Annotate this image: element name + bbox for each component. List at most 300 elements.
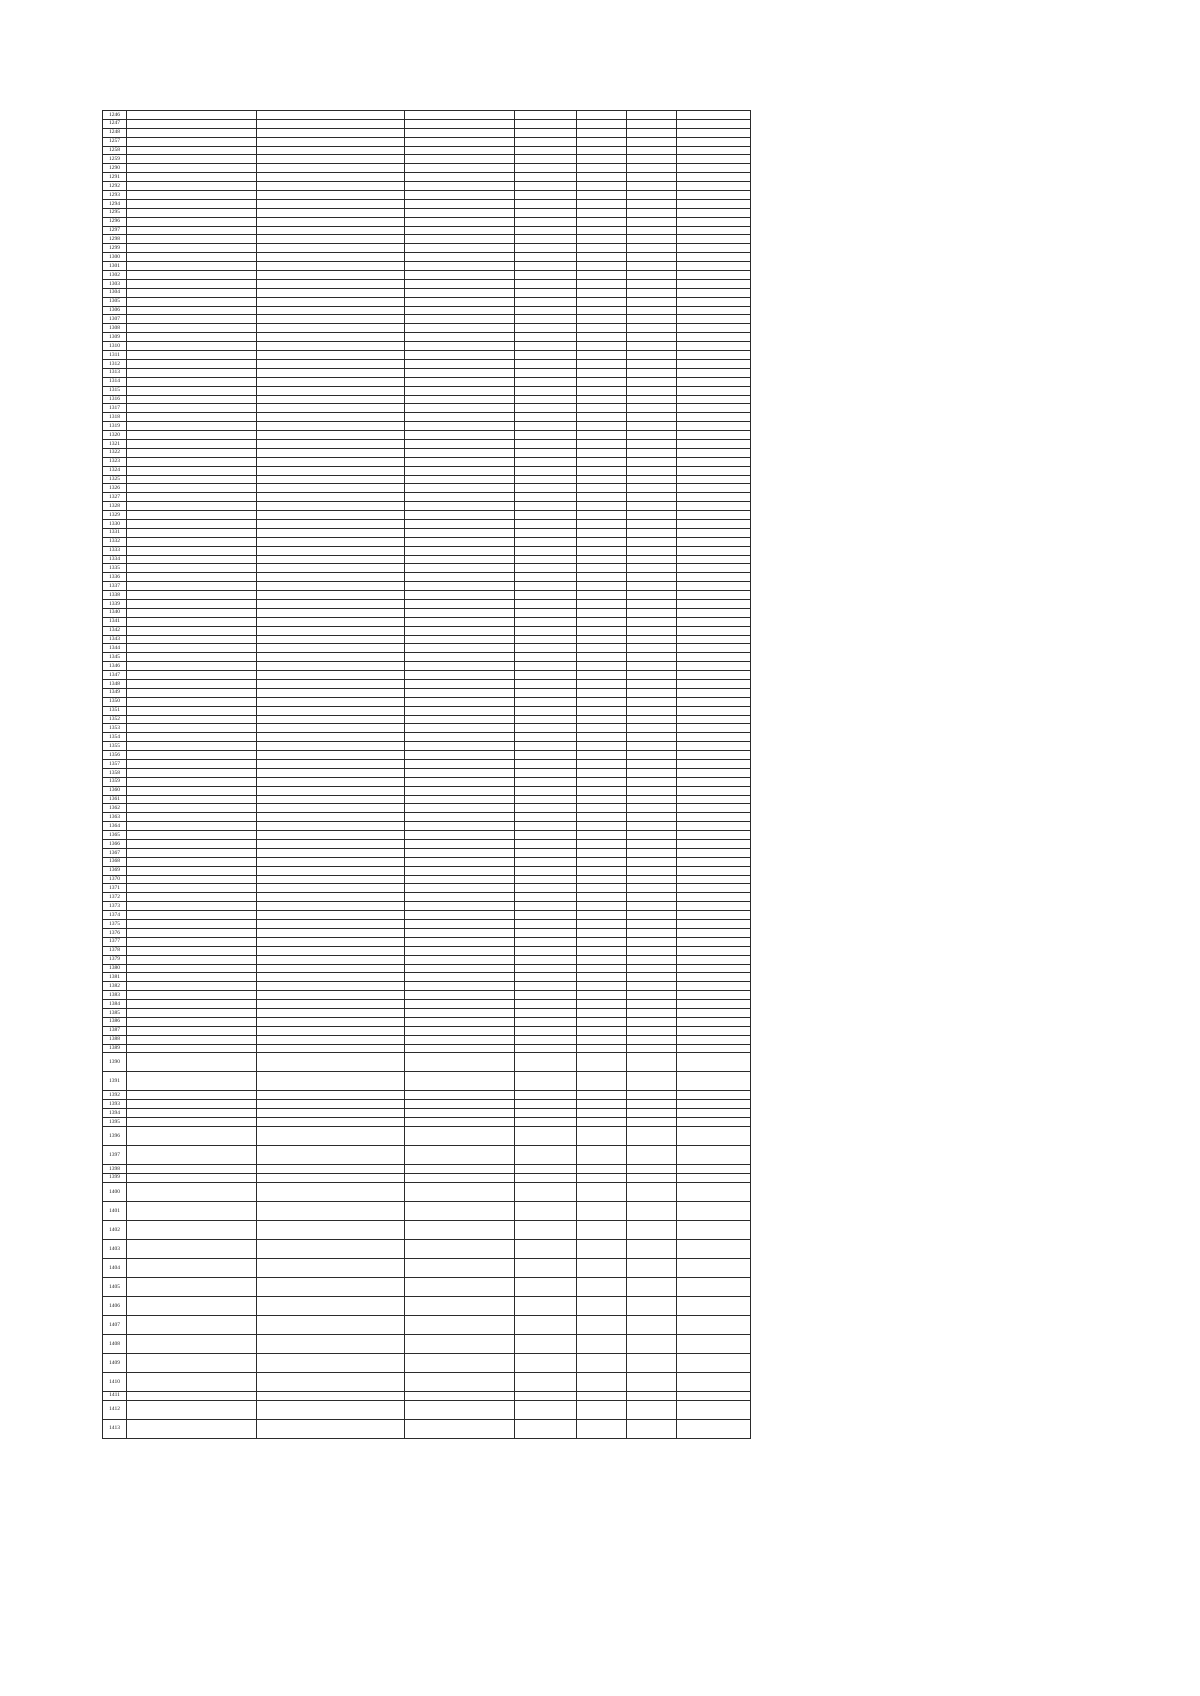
table-cell-lon	[627, 1258, 677, 1277]
table-cell-settlement	[257, 173, 405, 182]
table-cell-street	[405, 804, 515, 813]
table-cell-settlement	[257, 466, 405, 475]
table-cell-count	[677, 439, 751, 448]
table-cell-district	[127, 226, 257, 235]
table-cell-lon	[627, 715, 677, 724]
table-cell-street	[405, 706, 515, 715]
table-cell-settlement	[257, 564, 405, 573]
table-cell-settlement	[257, 111, 405, 120]
table-cell-settlement	[257, 982, 405, 991]
table-cell-count	[677, 235, 751, 244]
table-cell-district	[127, 1277, 257, 1296]
table-cell-lon	[627, 760, 677, 769]
table-cell-count	[677, 306, 751, 315]
table-cell-lat	[577, 528, 627, 537]
table-cell-street	[405, 1017, 515, 1026]
table-cell-district	[127, 395, 257, 404]
table-cell-settlement	[257, 546, 405, 555]
table-cell-count	[677, 626, 751, 635]
table-cell-settlement	[257, 1044, 405, 1053]
table-cell-district	[127, 199, 257, 208]
table-cell-lon	[627, 119, 677, 128]
table-cell-lon	[627, 475, 677, 484]
table-cell-district	[127, 208, 257, 217]
table-cell-street	[405, 982, 515, 991]
table-cell-house	[515, 155, 577, 164]
table-cell-district	[127, 1118, 257, 1127]
table-cell-settlement	[257, 599, 405, 608]
table-cell-#: 1411	[103, 1391, 127, 1400]
table-cell-#: 1336	[103, 573, 127, 582]
table-row	[103, 333, 751, 342]
table-cell-house	[515, 1000, 577, 1009]
table-cell-house	[515, 519, 577, 528]
table-cell-district	[127, 733, 257, 742]
table-cell-lon	[627, 1220, 677, 1239]
table-cell-count	[677, 244, 751, 253]
table-cell-count	[677, 786, 751, 795]
table-cell-#: 1412	[103, 1400, 127, 1419]
table-row	[103, 671, 751, 680]
table-row	[103, 644, 751, 653]
table-cell-#: 1408	[103, 1334, 127, 1353]
table-cell-settlement	[257, 1126, 405, 1145]
table-cell-district	[127, 439, 257, 448]
table-cell-lon	[627, 902, 677, 911]
table-cell-street	[405, 297, 515, 306]
table-cell-house	[515, 342, 577, 351]
table-cell-#: 1296	[103, 217, 127, 226]
table-cell-district	[127, 937, 257, 946]
table-cell-house	[515, 511, 577, 520]
table-cell-count	[677, 1091, 751, 1100]
table-cell-street	[405, 875, 515, 884]
table-cell-settlement	[257, 1400, 405, 1419]
table-cell-lat	[577, 1026, 627, 1035]
table-cell-#: 1367	[103, 848, 127, 857]
table-row	[103, 991, 751, 1000]
table-cell-#: 1351	[103, 706, 127, 715]
table-cell-house	[515, 955, 577, 964]
table-cell-street	[405, 359, 515, 368]
table-cell-settlement	[257, 973, 405, 982]
table-cell-settlement	[257, 244, 405, 253]
table-cell-settlement	[257, 262, 405, 271]
table-cell-lon	[627, 920, 677, 929]
table-cell-street	[405, 511, 515, 520]
table-cell-#: 1355	[103, 742, 127, 751]
table-cell-#: 1407	[103, 1315, 127, 1334]
table-cell-lat	[577, 1315, 627, 1334]
table-cell-district	[127, 466, 257, 475]
table-cell-district	[127, 1201, 257, 1220]
table-cell-lat	[577, 671, 627, 680]
table-cell-district	[127, 982, 257, 991]
table-cell-street	[405, 582, 515, 591]
table-cell-district	[127, 760, 257, 769]
table-cell-lat	[577, 306, 627, 315]
table-cell-street	[405, 493, 515, 502]
table-cell-house	[515, 1173, 577, 1182]
table-cell-house	[515, 697, 577, 706]
table-cell-district	[127, 555, 257, 564]
table-cell-district	[127, 253, 257, 262]
table-cell-lat	[577, 235, 627, 244]
table-cell-street	[405, 680, 515, 689]
table-cell-street	[405, 1091, 515, 1100]
table-cell-district	[127, 457, 257, 466]
table-cell-district	[127, 1145, 257, 1164]
table-cell-#: 1291	[103, 173, 127, 182]
table-cell-lon	[627, 1026, 677, 1035]
table-cell-street	[405, 422, 515, 431]
table-cell-count	[677, 377, 751, 386]
table-cell-settlement	[257, 342, 405, 351]
table-cell-lon	[627, 706, 677, 715]
table-cell-street	[405, 973, 515, 982]
table-cell-lon	[627, 404, 677, 413]
table-cell-lat	[577, 404, 627, 413]
table-cell-settlement	[257, 128, 405, 137]
table-cell-house	[515, 475, 577, 484]
table-cell-district	[127, 448, 257, 457]
table-cell-count	[677, 546, 751, 555]
table-row	[103, 1035, 751, 1044]
table-cell-house	[515, 857, 577, 866]
table-row	[103, 413, 751, 422]
table-cell-count	[677, 635, 751, 644]
table-cell-#: 1400	[103, 1182, 127, 1201]
table-cell-house	[515, 235, 577, 244]
table-cell-lat	[577, 742, 627, 751]
table-row	[103, 191, 751, 200]
table-cell-settlement	[257, 1017, 405, 1026]
table-cell-lon	[627, 324, 677, 333]
table-cell-street	[405, 208, 515, 217]
table-cell-house	[515, 902, 577, 911]
table-row	[103, 840, 751, 849]
table-cell-count	[677, 431, 751, 440]
table-cell-district	[127, 404, 257, 413]
table-cell-lon	[627, 973, 677, 982]
table-cell-settlement	[257, 439, 405, 448]
table-row	[103, 431, 751, 440]
table-cell-lon	[627, 991, 677, 1000]
table-cell-count	[677, 1164, 751, 1173]
table-cell-district	[127, 537, 257, 546]
table-row	[103, 404, 751, 413]
table-cell-count	[677, 173, 751, 182]
table-cell-street	[405, 182, 515, 191]
table-cell-lon	[627, 1372, 677, 1391]
table-cell-#: 1319	[103, 422, 127, 431]
table-cell-count	[677, 1072, 751, 1091]
table-cell-street	[405, 715, 515, 724]
table-cell-district	[127, 1419, 257, 1438]
table-cell-lat	[577, 1053, 627, 1072]
table-cell-#: 1317	[103, 404, 127, 413]
table-cell-street	[405, 173, 515, 182]
table-cell-lat	[577, 955, 627, 964]
table-cell-street	[405, 848, 515, 857]
table-cell-house	[515, 493, 577, 502]
table-cell-lon	[627, 795, 677, 804]
table-cell-lat	[577, 1072, 627, 1091]
table-cell-house	[515, 199, 577, 208]
table-cell-street	[405, 111, 515, 120]
table-row	[103, 831, 751, 840]
table-row	[103, 1053, 751, 1072]
table-cell-street	[405, 1053, 515, 1072]
table-cell-district	[127, 1053, 257, 1072]
table-cell-house	[515, 528, 577, 537]
table-cell-district	[127, 342, 257, 351]
table-cell-count	[677, 351, 751, 360]
table-cell-#: 1294	[103, 199, 127, 208]
table-cell-street	[405, 1026, 515, 1035]
table-cell-#: 1258	[103, 146, 127, 155]
table-cell-settlement	[257, 813, 405, 822]
table-row	[103, 964, 751, 973]
table-cell-street	[405, 404, 515, 413]
table-row	[103, 519, 751, 528]
table-cell-count	[677, 333, 751, 342]
table-row	[103, 502, 751, 511]
table-cell-district	[127, 119, 257, 128]
table-cell-lat	[577, 573, 627, 582]
table-row	[103, 946, 751, 955]
table-row	[103, 786, 751, 795]
table-cell-lon	[627, 1391, 677, 1400]
table-cell-lon	[627, 351, 677, 360]
table-cell-count	[677, 991, 751, 1000]
table-cell-lon	[627, 413, 677, 422]
table-cell-#: 1315	[103, 386, 127, 395]
table-cell-count	[677, 760, 751, 769]
table-cell-street	[405, 644, 515, 653]
table-cell-lat	[577, 831, 627, 840]
table-cell-lat	[577, 208, 627, 217]
table-cell-lon	[627, 857, 677, 866]
table-cell-settlement	[257, 848, 405, 857]
table-cell-lat	[577, 1419, 627, 1438]
table-cell-lon	[627, 635, 677, 644]
table-cell-street	[405, 768, 515, 777]
table-cell-street	[405, 626, 515, 635]
table-cell-district	[127, 137, 257, 146]
table-row	[103, 795, 751, 804]
table-cell-count	[677, 1372, 751, 1391]
table-cell-house	[515, 866, 577, 875]
table-row	[103, 271, 751, 280]
table-cell-street	[405, 377, 515, 386]
table-cell-house	[515, 1372, 577, 1391]
table-cell-district	[127, 315, 257, 324]
table-cell-lon	[627, 617, 677, 626]
table-cell-settlement	[257, 1053, 405, 1072]
table-cell-district	[127, 884, 257, 893]
table-cell-house	[515, 448, 577, 457]
table-cell-lat	[577, 697, 627, 706]
table-cell-settlement	[257, 840, 405, 849]
table-cell-district	[127, 813, 257, 822]
table-cell-house	[515, 439, 577, 448]
table-cell-lat	[577, 493, 627, 502]
table-cell-lon	[627, 928, 677, 937]
table-cell-settlement	[257, 413, 405, 422]
table-cell-district	[127, 1035, 257, 1044]
table-cell-district	[127, 1026, 257, 1035]
table-cell-lon	[627, 431, 677, 440]
table-cell-house	[515, 466, 577, 475]
table-cell-settlement	[257, 448, 405, 457]
table-cell-count	[677, 279, 751, 288]
table-cell-district	[127, 493, 257, 502]
table-cell-count	[677, 359, 751, 368]
table-cell-#: 1308	[103, 324, 127, 333]
table-cell-district	[127, 928, 257, 937]
table-cell-street	[405, 226, 515, 235]
table-cell-count	[677, 528, 751, 537]
table-cell-settlement	[257, 1164, 405, 1173]
table-cell-street	[405, 1145, 515, 1164]
table-cell-settlement	[257, 857, 405, 866]
table-cell-lat	[577, 760, 627, 769]
table-cell-house	[515, 1391, 577, 1400]
table-cell-count	[677, 502, 751, 511]
table-cell-lat	[577, 484, 627, 493]
table-cell-lon	[627, 359, 677, 368]
table-cell-house	[515, 964, 577, 973]
table-cell-settlement	[257, 528, 405, 537]
table-row	[103, 1201, 751, 1220]
table-cell-#: 1383	[103, 991, 127, 1000]
table-cell-street	[405, 653, 515, 662]
table-cell-count	[677, 982, 751, 991]
table-row	[103, 395, 751, 404]
table-cell-settlement	[257, 1258, 405, 1277]
table-cell-count	[677, 644, 751, 653]
table-cell-#: 1326	[103, 484, 127, 493]
table-cell-settlement	[257, 751, 405, 760]
table-cell-lat	[577, 377, 627, 386]
table-cell-lat	[577, 795, 627, 804]
table-cell-settlement	[257, 1145, 405, 1164]
table-row	[103, 119, 751, 128]
table-cell-lat	[577, 591, 627, 600]
table-cell-settlement	[257, 333, 405, 342]
table-cell-house	[515, 848, 577, 857]
table-cell-settlement	[257, 573, 405, 582]
table-cell-lat	[577, 706, 627, 715]
table-cell-lon	[627, 537, 677, 546]
table-cell-settlement	[257, 1334, 405, 1353]
table-row	[103, 279, 751, 288]
table-cell-settlement	[257, 697, 405, 706]
table-cell-district	[127, 235, 257, 244]
table-row	[103, 768, 751, 777]
table-cell-lon	[627, 591, 677, 600]
table-cell-lat	[577, 1008, 627, 1017]
table-cell-settlement	[257, 422, 405, 431]
table-cell-#: 1318	[103, 413, 127, 422]
table-cell-street	[405, 324, 515, 333]
table-cell-house	[515, 582, 577, 591]
table-cell-district	[127, 288, 257, 297]
table-cell-count	[677, 386, 751, 395]
table-cell-house	[515, 413, 577, 422]
table-cell-lon	[627, 137, 677, 146]
table-cell-lat	[577, 324, 627, 333]
table-row	[103, 902, 751, 911]
table-cell-settlement	[257, 946, 405, 955]
table-row	[103, 439, 751, 448]
table-cell-lon	[627, 235, 677, 244]
table-cell-#: 1324	[103, 466, 127, 475]
table-row	[103, 351, 751, 360]
table-cell-house	[515, 386, 577, 395]
table-cell-lat	[577, 1173, 627, 1182]
table-row	[103, 182, 751, 191]
table-cell-district	[127, 1100, 257, 1109]
table-row	[103, 813, 751, 822]
table-row	[103, 1000, 751, 1009]
table-cell-lon	[627, 786, 677, 795]
table-cell-count	[677, 706, 751, 715]
table-cell-lat	[577, 991, 627, 1000]
table-cell-street	[405, 137, 515, 146]
table-cell-house	[515, 359, 577, 368]
table-cell-lat	[577, 333, 627, 342]
table-cell-#: 1363	[103, 813, 127, 822]
table-cell-lon	[627, 422, 677, 431]
table-cell-count	[677, 1145, 751, 1164]
table-cell-count	[677, 368, 751, 377]
table-cell-count	[677, 475, 751, 484]
table-cell-district	[127, 173, 257, 182]
table-cell-lon	[627, 822, 677, 831]
table-cell-house	[515, 768, 577, 777]
table-cell-district	[127, 1072, 257, 1091]
table-cell-house	[515, 1017, 577, 1026]
table-cell-count	[677, 1400, 751, 1419]
table-cell-lon	[627, 804, 677, 813]
table-cell-lon	[627, 1072, 677, 1091]
table-cell-lon	[627, 733, 677, 742]
table-row	[103, 1091, 751, 1100]
table-cell-settlement	[257, 1315, 405, 1334]
table-cell-street	[405, 946, 515, 955]
table-row	[103, 928, 751, 937]
table-cell-lat	[577, 164, 627, 173]
table-cell-street	[405, 1419, 515, 1438]
table-row	[103, 208, 751, 217]
table-body	[103, 111, 751, 1439]
table-cell-lon	[627, 1296, 677, 1315]
table-cell-lat	[577, 1334, 627, 1353]
table-cell-count	[677, 537, 751, 546]
table-row	[103, 635, 751, 644]
table-row	[103, 804, 751, 813]
table-cell-#: 1345	[103, 653, 127, 662]
table-row	[103, 875, 751, 884]
table-cell-count	[677, 484, 751, 493]
table-cell-street	[405, 1315, 515, 1334]
table-cell-lat	[577, 315, 627, 324]
table-cell-settlement	[257, 760, 405, 769]
table-cell-settlement	[257, 662, 405, 671]
table-cell-street	[405, 777, 515, 786]
